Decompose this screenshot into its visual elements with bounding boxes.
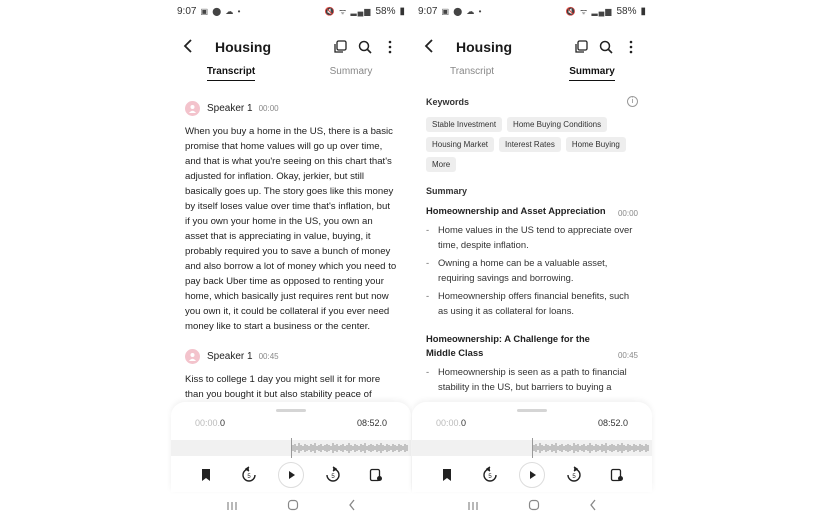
tab-summary[interactable]: Summary <box>532 66 652 88</box>
system-nav-bar <box>412 496 652 518</box>
topic-timestamp[interactable]: 00:45 <box>617 351 638 360</box>
back-icon[interactable] <box>183 37 203 58</box>
topic-title: Homeownership and Asset Appreciation <box>426 205 606 216</box>
back-nav-icon[interactable] <box>348 498 356 516</box>
total-time: 08:52.0 <box>597 418 628 428</box>
tab-transcript[interactable]: Transcript <box>171 66 291 88</box>
avatar <box>185 101 200 116</box>
status-time: 9:07 <box>418 5 438 17</box>
topic-header <box>426 332 638 360</box>
keyword-chip[interactable]: Home Buying <box>566 137 626 152</box>
notification-icons: ▣ ⬤ ☁ • <box>200 6 242 16</box>
svg-text:5: 5 <box>572 474 577 480</box>
status-bar <box>412 0 652 22</box>
summary-screen <box>412 0 652 522</box>
keyword-chip[interactable]: Housing Market <box>426 137 494 152</box>
svg-text:5: 5 <box>246 474 251 480</box>
play-button[interactable] <box>278 462 304 488</box>
speaker-header <box>185 346 397 366</box>
bullet-item: - Owning a home can be a valuable asset, requiring savings and borrowing. <box>426 255 638 285</box>
topic-bullets <box>426 222 638 318</box>
home-icon[interactable] <box>528 498 540 516</box>
rewind-5s-icon[interactable] <box>477 462 503 488</box>
speaker-name: Speaker 1 <box>207 350 253 362</box>
page-title: Housing <box>215 39 271 55</box>
battery-icon: ▮ <box>399 5 405 17</box>
battery-level: 58% <box>375 5 396 17</box>
forward-5s-icon[interactable] <box>561 462 587 488</box>
search-icon[interactable] <box>595 40 617 54</box>
rewind-5s-icon[interactable] <box>236 462 262 488</box>
app-bar <box>171 34 411 60</box>
keyword-chips <box>426 117 638 172</box>
more-keywords-chip[interactable]: More <box>426 157 456 172</box>
topic-title: Homeownership: A Challenge for the Middle Class <box>426 333 590 358</box>
keyword-chip[interactable]: Home Buying Conditions <box>507 117 607 132</box>
bullet-item: - Home values in the US tend to appreciate over time, despite inflation. <box>426 222 638 252</box>
player-controls <box>412 462 652 488</box>
bullet-item: - Homeownership offers financial benefits, such as using it as collateral for loans. <box>426 288 638 318</box>
notification-icons: ▣ ⬤ ☁ • <box>441 6 483 16</box>
audio-player <box>412 402 652 492</box>
tab-bar <box>412 66 652 88</box>
home-icon[interactable] <box>287 498 299 516</box>
playhead[interactable] <box>532 438 533 458</box>
topic-bullets <box>426 364 638 394</box>
keywords-header <box>426 96 638 107</box>
tab-summary[interactable]: Summary <box>329 66 373 77</box>
battery-level: 58% <box>616 5 637 17</box>
forward-5s-icon[interactable] <box>320 462 346 488</box>
avatar <box>185 349 200 364</box>
topic-header <box>426 204 638 218</box>
speaker-name: Speaker 1 <box>207 102 253 114</box>
tab-bar <box>171 66 411 88</box>
copy-icon[interactable] <box>570 40 592 54</box>
transcript-paragraph: Kiss to college 1 day you might sell it for more than you bought it but also stability peace of <box>185 374 381 400</box>
bookmark-icon[interactable] <box>434 462 460 488</box>
playhead[interactable] <box>291 438 292 458</box>
bookmark-icon[interactable] <box>193 462 219 488</box>
page-title: Housing <box>456 39 512 55</box>
drag-handle[interactable] <box>517 409 547 412</box>
back-icon[interactable] <box>424 37 444 58</box>
bullet-item: - Homeownership is seen as a path to financial stability in the US, but barriers to buying a <box>426 364 638 394</box>
tab-transcript[interactable]: Transcript <box>449 66 495 77</box>
status-time: 9:07 <box>177 5 197 17</box>
back-nav-icon[interactable] <box>589 498 597 516</box>
current-time: 00:00.0 <box>195 418 226 428</box>
search-icon[interactable] <box>354 40 376 54</box>
transcript-content[interactable] <box>171 94 411 402</box>
transcript-paragraph: When you buy a home in the US, there is a basic promise that home values will go up over time, and that is what you're seeing on this chart that's adjusted for inflation. Okay, jerkier, but still basically goes up. The story goes like this money by itself loses value over time that's inflation, but if you own your home in the US, you own an asset that is appreciating in value, buying, it probably required you to save a bunch of money and also borrow a lot of money which you need to pay back Uber time as opposed to renting your home, which basically just requires rent but now you own it, it could be collateral if you ever need money like to start a business or the center. <box>185 126 397 332</box>
speaker-timestamp[interactable]: 00:00 <box>258 103 279 113</box>
more-options-icon[interactable] <box>379 40 401 54</box>
play-button[interactable] <box>519 462 545 488</box>
battery-icon: ▮ <box>640 5 646 17</box>
current-time: 00:00.0 <box>436 418 467 428</box>
copy-icon[interactable] <box>329 40 351 54</box>
topic-timestamp[interactable]: 00:00 <box>617 209 638 218</box>
status-bar <box>171 0 411 22</box>
more-options-icon[interactable] <box>620 40 642 54</box>
system-nav-bar <box>171 496 411 518</box>
info-icon[interactable]: i <box>627 96 638 107</box>
drag-handle[interactable] <box>276 409 306 412</box>
keywords-label: Keywords <box>426 96 470 107</box>
signal-icons: 🔇 ᯤ ▂▄▆ <box>565 6 613 16</box>
edit-note-icon[interactable] <box>363 462 389 488</box>
keyword-chip[interactable]: Stable Investment <box>426 117 502 132</box>
summary-label: Summary <box>426 186 468 196</box>
app-bar <box>412 34 652 60</box>
svg-text:5: 5 <box>331 474 336 480</box>
svg-text:5: 5 <box>487 474 492 480</box>
recent-apps-icon[interactable] <box>226 498 238 516</box>
transcript-screen <box>171 0 411 522</box>
player-controls <box>171 462 411 488</box>
total-time: 08:52.0 <box>356 418 387 428</box>
speaker-timestamp[interactable]: 00:45 <box>258 351 279 361</box>
summary-content[interactable] <box>412 94 652 402</box>
keyword-chip[interactable]: Interest Rates <box>499 137 561 152</box>
signal-icons: 🔇 ᯤ ▂▄▆ <box>324 6 372 16</box>
audio-player <box>171 402 411 492</box>
edit-note-icon[interactable] <box>604 462 630 488</box>
speaker-header <box>185 98 397 118</box>
recent-apps-icon[interactable] <box>467 498 479 516</box>
